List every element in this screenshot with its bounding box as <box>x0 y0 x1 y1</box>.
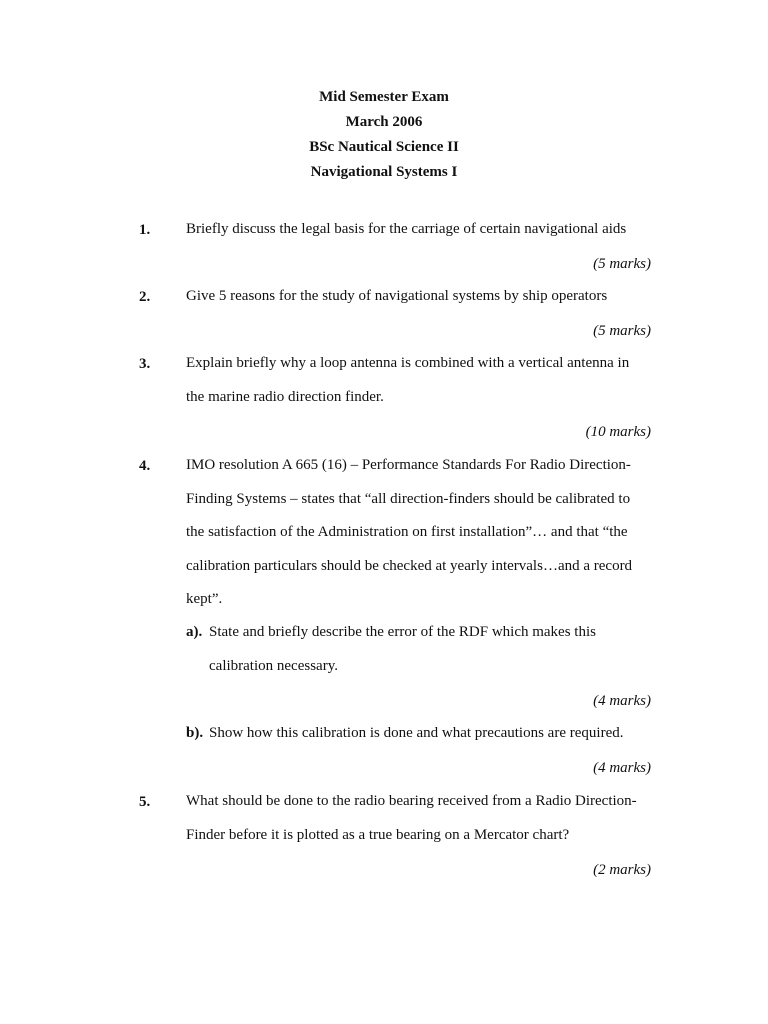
question-number: 3. <box>139 356 151 372</box>
question-line: What should be done to the radio bearing received from a Radio Direction- <box>186 793 637 809</box>
question-number: 4. <box>139 458 151 474</box>
part-label: b). <box>186 725 204 741</box>
exam-title: Mid Semester Exam <box>319 89 449 105</box>
part-line: State and briefly describe the error of the RDF which makes this <box>209 624 596 640</box>
question-line: calibration particulars should be checked at yearly intervals…and a record <box>186 557 633 574</box>
question-line: IMO resolution A 665 (16) – Performance Standards For Radio Direction- <box>186 457 631 473</box>
part-line: Show how this calibration is done and what precautions are required. <box>209 725 624 741</box>
exam-date: March 2006 <box>345 114 423 130</box>
question-number: 2. <box>139 289 151 305</box>
question-line: the satisfaction of the Administration on first installation”… and that “the <box>186 524 628 541</box>
question-line: the marine radio direction finder. <box>186 388 384 405</box>
question-text <box>186 213 656 247</box>
exam-header <box>0 85 768 185</box>
question-line: Finding Systems – states that “all direction-finders should be calibrated to <box>186 490 631 507</box>
part-marks: (4 marks) <box>593 693 651 709</box>
question-marks: (2 marks) <box>593 862 651 878</box>
part-line: calibration necessary. <box>209 657 338 674</box>
question-text <box>186 347 656 414</box>
question-line: kept”. <box>186 591 223 608</box>
question-line: Give 5 reasons for the study of navigational systems by ship operators <box>186 288 608 304</box>
question-line: Briefly discuss the legal basis for the carriage of certain navigational aids <box>186 221 627 237</box>
question-marks: (5 marks) <box>593 256 651 272</box>
part-text <box>209 616 596 683</box>
question-number: 1. <box>139 222 151 238</box>
part-marks: (4 marks) <box>593 760 651 776</box>
exam-programme: BSc Nautical Science II <box>309 139 459 155</box>
question-number: 5. <box>139 794 151 810</box>
question-marks: (10 marks) <box>585 424 651 440</box>
part-label: a). <box>186 624 203 640</box>
question-line: Finder before it is plotted as a true bearing on a Mercator chart? <box>186 826 570 843</box>
part-text <box>209 717 623 751</box>
question-text <box>186 449 656 617</box>
question-marks: (5 marks) <box>593 323 651 339</box>
question-line: Explain briefly why a loop antenna is combined with a vertical antenna in <box>186 355 630 371</box>
question-text <box>186 785 656 852</box>
question-text <box>186 280 656 314</box>
exam-subject: Navigational Systems I <box>310 164 458 180</box>
